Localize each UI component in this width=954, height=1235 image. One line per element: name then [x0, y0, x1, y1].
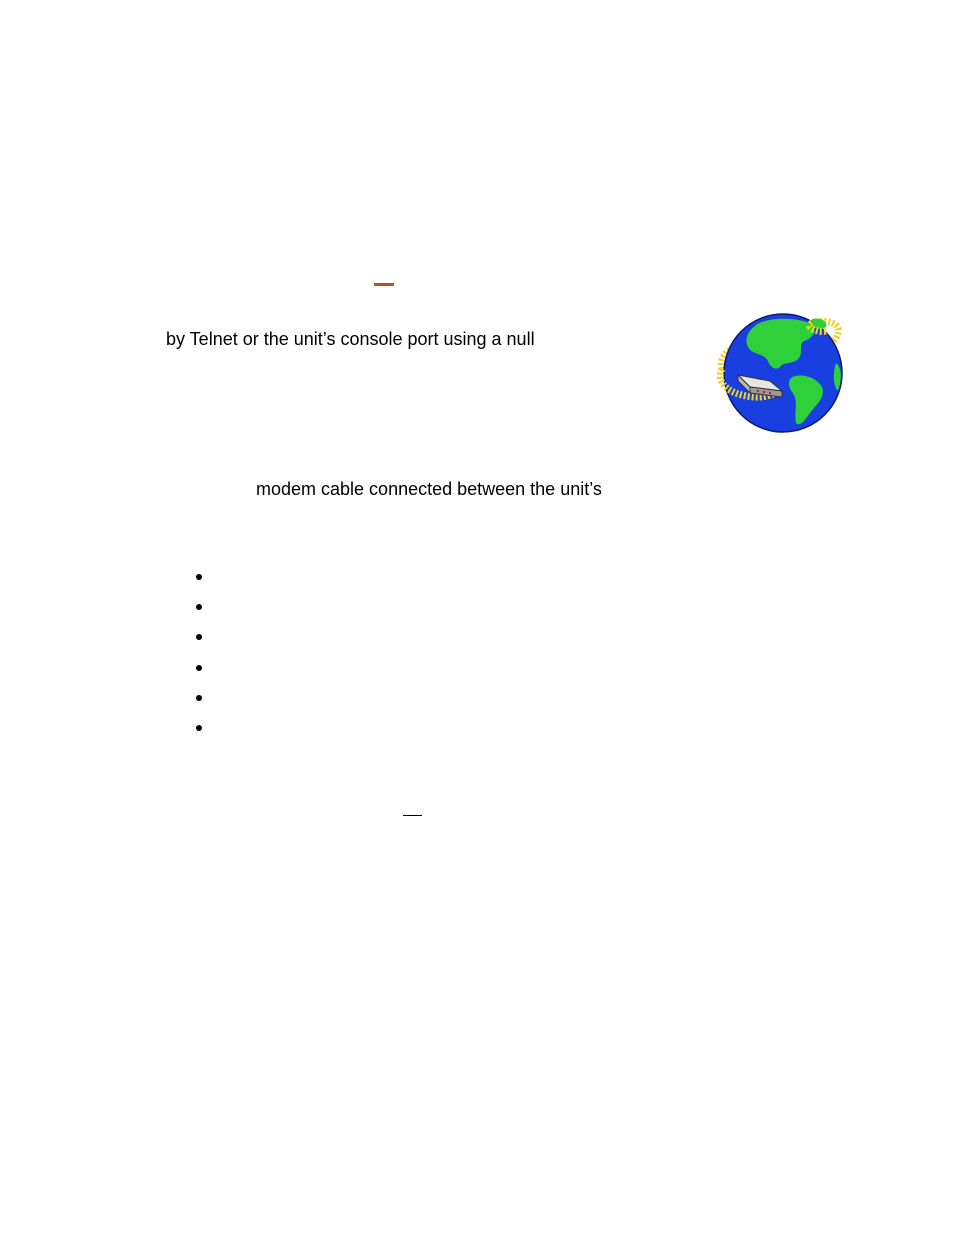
bullet-icon: [196, 574, 202, 580]
bullet-icon: [196, 634, 202, 640]
bullet-icon: [196, 665, 202, 671]
black-dash-divider: [403, 815, 422, 816]
body-text-line-2: modem cable connected between the unit’s: [256, 479, 602, 499]
bullet-icon: [196, 604, 202, 610]
globe-svg: [708, 311, 848, 435]
body-text-line-1: by Telnet or the unit’s console port using a null: [166, 329, 535, 349]
bullet-icon: [196, 725, 202, 731]
globe-with-modem-icon: [708, 311, 848, 435]
orange-dash-divider: [374, 283, 394, 286]
bullet-icon: [196, 695, 202, 701]
